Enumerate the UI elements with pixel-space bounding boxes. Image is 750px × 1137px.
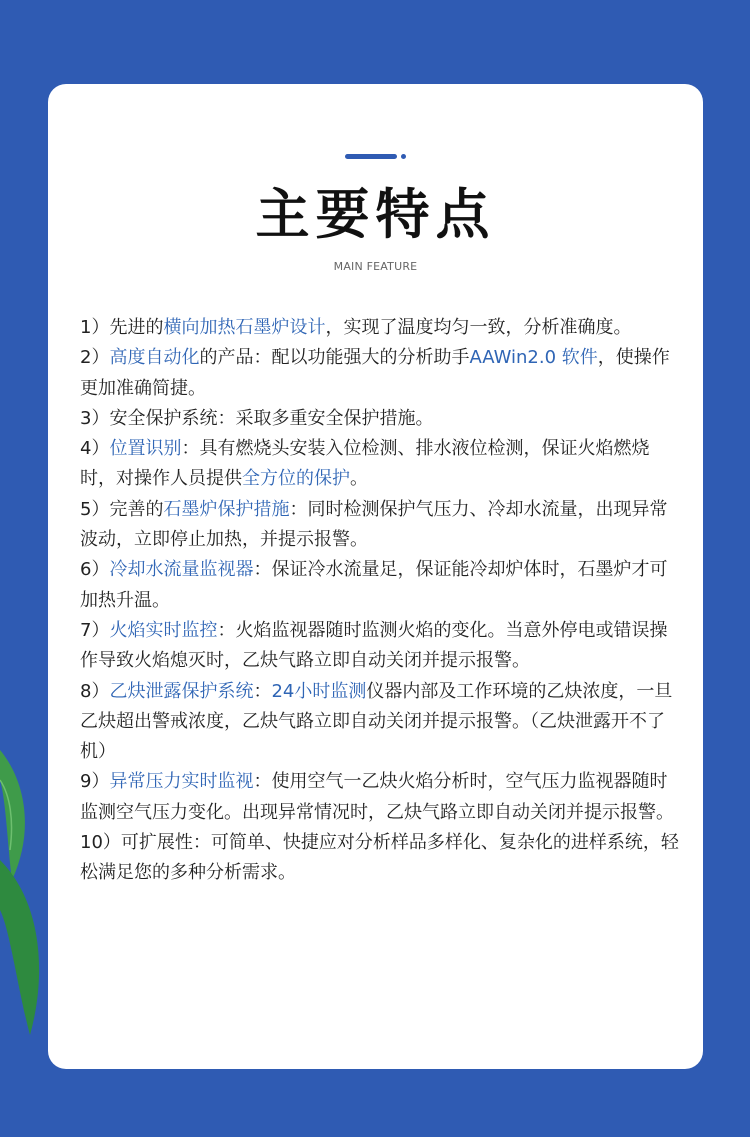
accent-dot: [401, 154, 406, 159]
feature-item: 5）完善的石墨炉保护措施：同时检测保护气压力、冷却水流量，出现异常波动，立即停止加热，并提示报警。: [80, 498, 668, 551]
accent-bar: [345, 154, 397, 159]
page-subtitle: MAIN FEATURE: [333, 260, 418, 273]
title-accent: [345, 154, 407, 160]
page-title: 主要特点: [255, 183, 496, 246]
feature-item: 4）位置识别：具有燃烧头安装入位检测、排水液位检测，保证火焰燃烧时，对操作人员提供全方位的保护。: [80, 438, 650, 490]
feature-card: [48, 84, 703, 1069]
feature-item: 8）乙炔泄露保护系统：24小时监测仪器内部及工作环境的乙炔浓度，一旦乙炔超出警戒浓度，乙炔气路立即自动关闭并提示报警。（乙炔泄露开不了机）: [80, 680, 673, 763]
feature-item: 2）高度自动化的产品：配以功能强大的分析助手AAWin2.0 软件，使操作更加准确简捷。: [80, 347, 670, 399]
feature-item: 6）冷却水流量监视器：保证冷水流量足，保证能冷却炉体时，石墨炉才可加热升温。: [80, 559, 668, 611]
feature-item: 10）可扩展性：可简单、快捷应对分析样品多样化、复杂化的进样系统，轻松满足您的多种分析需求。: [80, 832, 679, 884]
feature-item: 7）火焰实时监控：火焰监视器随时监测火焰的变化。当意外停电或错误操作导致火焰熄灭时，乙炔气路立即自动关闭并提示报警。: [80, 619, 668, 672]
feature-item: 1）先进的横向加热石墨炉设计，实现了温度均匀一致，分析准确度。: [80, 317, 632, 338]
feature-item: 3）安全保护系统：采取多重安全保护措施。: [80, 407, 434, 429]
feature-item: 9）异常压力实时监视：使用空气一乙炔火焰分析时，空气压力监视器随时监测空气压力变化。出现异常情况时，乙炔气路立即自动关闭并提示报警。: [80, 771, 674, 823]
feature-list: [80, 313, 680, 889]
